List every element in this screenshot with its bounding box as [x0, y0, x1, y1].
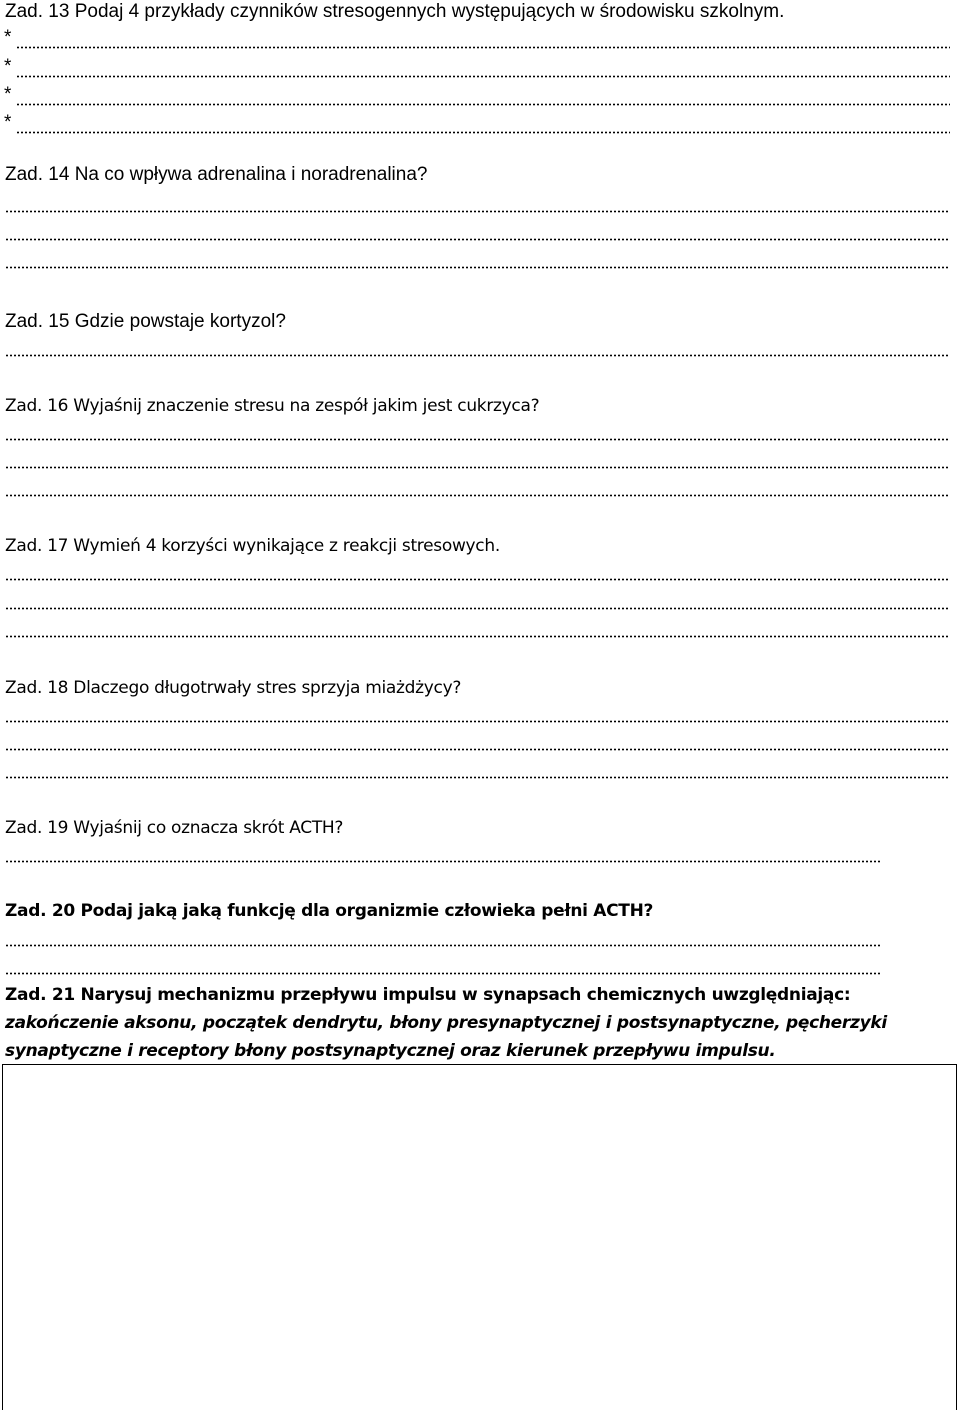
task-18-title: Zad. 18 Dlaczego długotrwały stres sprzyja miażdżycy?: [5, 678, 462, 698]
answer-line[interactable]: [5, 494, 950, 497]
answer-line[interactable]: [5, 972, 880, 975]
task-13-bullet-3: *: [4, 84, 12, 105]
answer-line[interactable]: [5, 720, 950, 723]
answer-line[interactable]: [5, 860, 880, 863]
task-15-title: Zad. 15 Gdzie powstaje kortyzol?: [5, 311, 286, 332]
task-13-bullet-1: *: [4, 27, 12, 48]
task-13-title: Zad. 13 Podaj 4 przykłady czynników stresogennych występujących w środowisku szkolnym.: [5, 1, 785, 22]
task-21-line-2: zakończenie aksonu, początek dendrytu, błony presynaptycznej i postsynaptyczne, pęcherzyki: [5, 1013, 887, 1033]
task-19-title: Zad. 19 Wyjaśnij co oznacza skrót ACTH?: [5, 818, 344, 838]
answer-line[interactable]: [5, 210, 950, 213]
answer-line[interactable]: [5, 466, 950, 469]
task-21-title: Zad. 21 Narysuj mechanizmu przepływu impulsu w synapsach chemicznych uwzględniając:: [5, 985, 851, 1005]
task-13-bullet-2: *: [4, 56, 12, 77]
answer-line[interactable]: [5, 438, 950, 441]
task-17-title: Zad. 17 Wymień 4 korzyści wynikające z reakcji stresowych.: [5, 536, 500, 556]
answer-line[interactable]: [16, 103, 950, 106]
task-21-line-3: synaptyczne i receptory błony postsynaptycznej oraz kierunek przepływu impulsu.: [5, 1041, 776, 1061]
answer-line[interactable]: [5, 607, 950, 610]
task-16-title: Zad. 16 Wyjaśnij znaczenie stresu na zespół jakim jest cukrzyca?: [5, 396, 540, 416]
answer-line[interactable]: [5, 354, 950, 357]
answer-line[interactable]: [5, 578, 950, 581]
task-14-title: Zad. 14 Na co wpływa adrenalina i noradrenalina?: [5, 164, 428, 185]
task-20-title: Zad. 20 Podaj jaką jaką funkcję dla organizmie człowieka pełni ACTH?: [5, 901, 654, 921]
answer-line[interactable]: [16, 131, 950, 134]
answer-line[interactable]: [5, 238, 950, 241]
drawing-box[interactable]: [2, 1064, 957, 1410]
task-13-bullet-4: *: [4, 112, 12, 133]
answer-line[interactable]: [5, 748, 950, 751]
answer-line[interactable]: [5, 266, 950, 269]
answer-line[interactable]: [16, 46, 950, 49]
answer-line[interactable]: [5, 776, 950, 779]
answer-line[interactable]: [5, 635, 950, 638]
answer-line[interactable]: [5, 944, 880, 947]
answer-line[interactable]: [16, 75, 950, 78]
